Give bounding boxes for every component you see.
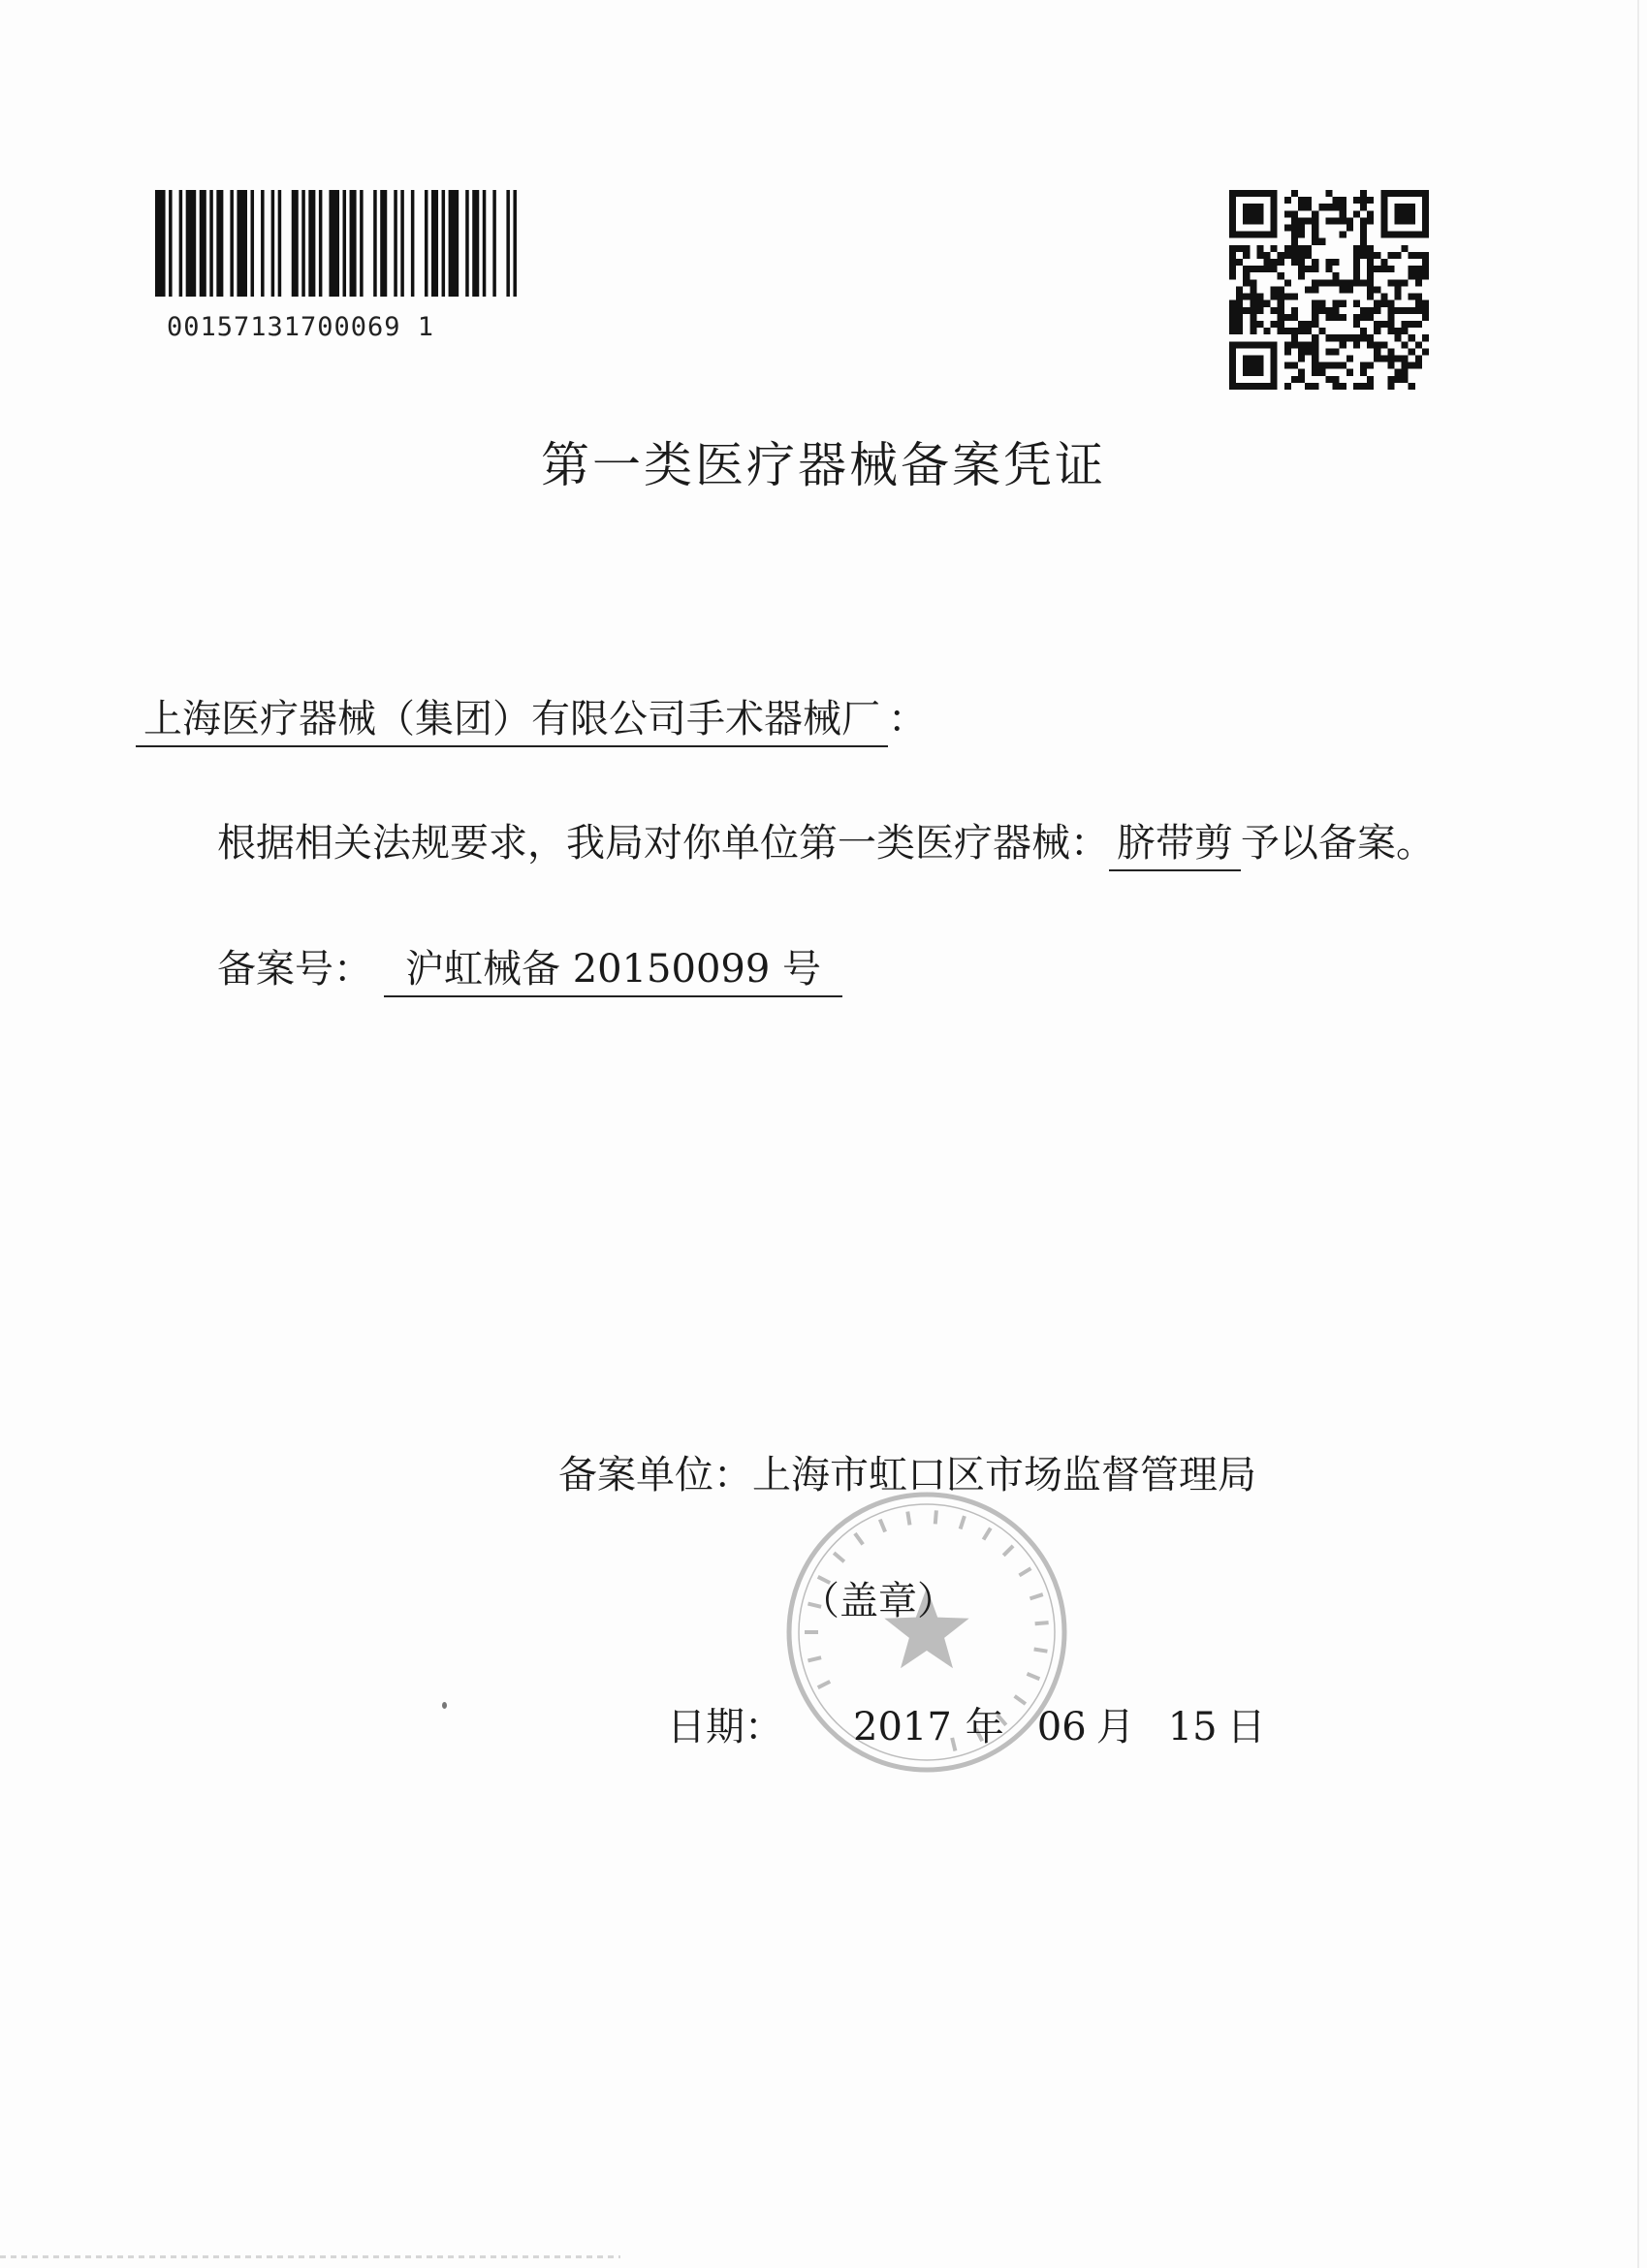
- issuer-name: 上海市虹口区市场监督管理局: [752, 1453, 1256, 1497]
- record-number: 沪虹械备 20150099 号: [384, 938, 842, 997]
- document-title: 第一类医疗器械备案凭证: [541, 437, 1106, 493]
- date-day: 15: [1167, 1705, 1218, 1749]
- scan-speck: [442, 1702, 447, 1709]
- date-label: 日期：: [667, 1705, 783, 1749]
- scan-edge: [1637, 0, 1639, 2268]
- device-name: 脐带剪: [1109, 812, 1241, 871]
- record-number-line: [217, 938, 842, 997]
- sentence-suffix: 予以备案。: [1241, 821, 1435, 866]
- date-year-unit: 年: [965, 1705, 1004, 1749]
- body-sentence: [217, 812, 1435, 871]
- addressee-name: 上海医疗器械（集团）有限公司手术器械厂: [136, 688, 888, 747]
- date-month-unit: 月: [1095, 1705, 1135, 1749]
- barcode-number: 00157131700069 1: [166, 312, 435, 342]
- scan-artifact: [0, 2255, 620, 2258]
- seal-note: （盖章）: [801, 1579, 956, 1623]
- record-label: 备案号：: [217, 947, 372, 992]
- addressee-line: [136, 688, 927, 747]
- barcode-image: [155, 190, 523, 297]
- qr-code-image: [1229, 190, 1429, 390]
- date-month: 06: [1036, 1705, 1087, 1749]
- date-day-unit: 日: [1226, 1705, 1266, 1749]
- sentence-prefix: 根据相关法规要求，我局对你单位第一类医疗器械：: [217, 821, 1109, 866]
- date-year: 2017: [853, 1705, 952, 1749]
- date-line: [667, 1696, 1266, 1751]
- addressee-suffix: ：: [888, 697, 927, 741]
- issuer-label: 备案单位：: [558, 1453, 752, 1497]
